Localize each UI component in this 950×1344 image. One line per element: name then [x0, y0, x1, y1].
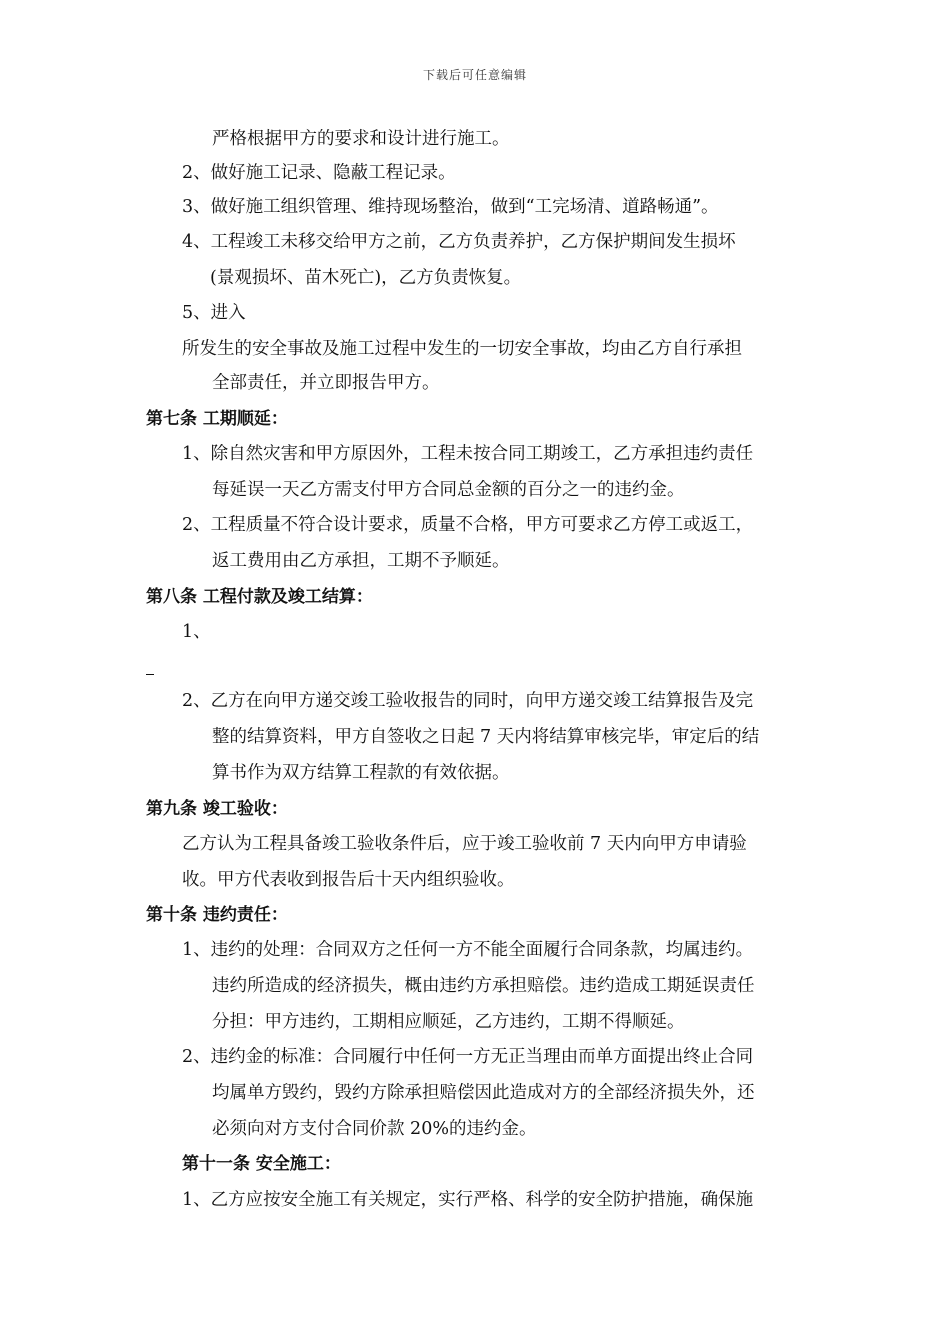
list-item: 5、进入 — [182, 303, 246, 323]
list-item: 2、做好施工记录、隐蔽工程记录。 — [182, 163, 456, 183]
paragraph-line: 算书作为双方结算工程款的有效依据。 — [212, 763, 510, 783]
paragraph-line: 收。甲方代表收到报告后十天内组织验收。 — [182, 870, 515, 890]
paragraph-line: 均属单方毁约，毁约方除承担赔偿因此造成对方的全部经济损失外，还 — [212, 1083, 755, 1103]
paragraph-line: 严格根据甲方的要求和设计进行施工。 — [212, 129, 510, 149]
paragraph-line: (景观损坏、苗木死亡)，乙方负责恢复。 — [210, 268, 522, 288]
underline-mark — [146, 674, 154, 675]
section-heading: 第八条 工程付款及竣工结算： — [146, 587, 373, 607]
paragraph-line: 分担：甲方违约，工期相应顺延，乙方违约，工期不得顺延。 — [212, 1012, 685, 1032]
paragraph-line: 每延误一天乙方需支付甲方合同总金额的百分之一的违约金。 — [212, 480, 685, 500]
list-item: 2、乙方在向甲方递交竣工验收报告的同时，向甲方递交竣工结算报告及完 — [182, 691, 754, 711]
paragraph-line: 必须向对方支付合同价款 20%的违约金。 — [212, 1119, 537, 1139]
paragraph-line: 违约所造成的经济损失，概由违约方承担赔偿。违约造成工期延误责任 — [212, 976, 755, 996]
section-heading: 第十条 违约责任： — [146, 905, 288, 925]
paragraph-line: 乙方认为工程具备竣工验收条件后，应于竣工验收前 7 天内向甲方申请验 — [182, 834, 747, 854]
section-heading: 第九条 竣工验收： — [146, 799, 288, 819]
list-item: 2、工程质量不符合设计要求，质量不合格，甲方可要求乙方停工或返工， — [182, 515, 754, 535]
list-item: 1、违约的处理：合同双方之任何一方不能全面履行合同条款，均属违约。 — [182, 940, 754, 960]
paragraph-line: 整的结算资料，甲方自签收之日起 7 天内将结算审核完毕，审定后的结 — [212, 727, 760, 747]
section-heading: 第七条 工期顺延： — [146, 409, 288, 429]
list-item: 2、违约金的标准：合同履行中任何一方无正当理由而单方面提出终止合同 — [182, 1047, 754, 1067]
header-note: 下载后可任意编辑 — [422, 68, 527, 82]
list-item: 3、做好施工组织管理、维持现场整治，做到“工完场清、道路畅通”。 — [182, 197, 719, 217]
paragraph-line: 全部责任，并立即报告甲方。 — [212, 373, 440, 393]
section-heading: 第十一条 安全施工： — [182, 1154, 341, 1174]
list-item: 1、除自然灾害和甲方原因外，工程未按合同工期竣工，乙方承担违约责任 — [182, 444, 754, 464]
paragraph-line: 所发生的安全事故及施工过程中发生的一切安全事故，均由乙方自行承担 — [182, 339, 742, 359]
list-item: 1、乙方应按安全施工有关规定，实行严格、科学的安全防护措施，确保施 — [182, 1190, 754, 1210]
paragraph-line: 返工费用由乙方承担，工期不予顺延。 — [212, 551, 510, 571]
list-item: 4、工程竣工未移交给甲方之前，乙方负责养护，乙方保护期间发生损坏 — [182, 232, 736, 252]
list-item: 1、 — [182, 622, 211, 642]
